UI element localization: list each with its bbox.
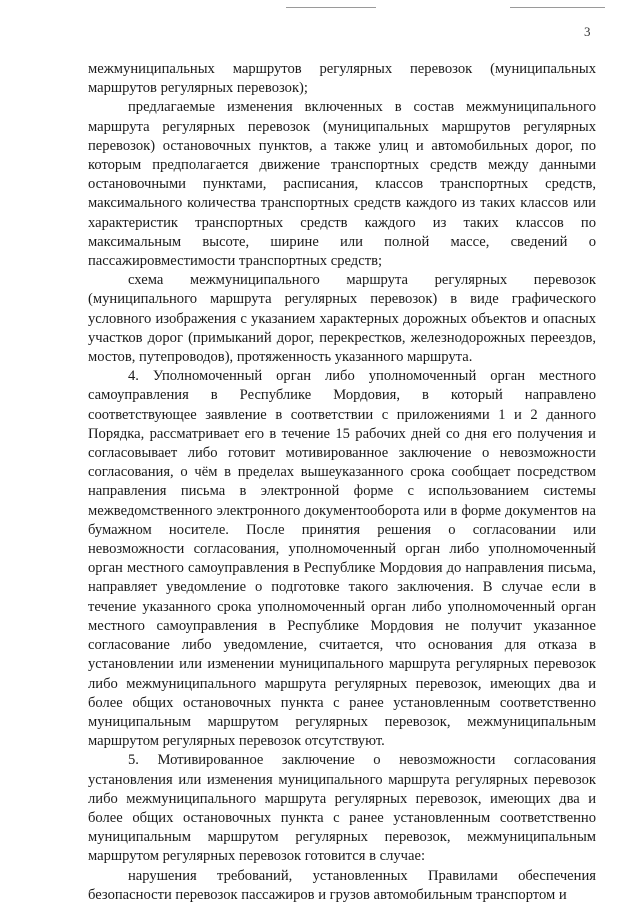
paragraph-route-list-end: межмуниципальных маршрутов регулярных перевозок (муниципальных маршрутов регулярных перевозок);: [88, 61, 596, 97]
scan-artifact-strip: [0, 4, 640, 12]
document-body: [88, 60, 596, 905]
paragraph-clause-4: 4. Уполномоченный орган либо уполномоченный орган местного самоуправления в Республике Мордовия, в который направлено соответствующее заявление в соответствии с приложениями 1 и 2 данного Порядка, рассматривает его в течение 15 рабочих дней со дня его получения и согласовывает либо готовит мотивированное заключение о невозможности согласования, о чём в пределах вышеуказанного срока сообщает посредством направления письма в электронной форме с использованием системы межведомственного электронного документооборота или в форме документов на бумажном носителе. После принятия решения о согласовании или невозможности согласования, уполномоченный орган либо уполномоченный орган местного самоуправления в Республике Мордовия до направления письма, направляет уведомление о подготовке такого заключения. В случае если в течение указанного срока уполномоченный орган либо уполномоченный орган местного самоуправления в Республике Мордовия не получит указанное согласование либо уведомление, считается, что основания для отказа в установлении или изменении муниципального маршрута регулярных перевозок либо межмуниципального маршрута регулярных перевозок, имеющих два и более общих остановочных пункта с ранее установленным соответственно муниципальным маршрутом регулярных перевозок, межмуниципальным маршрутом регулярных перевозок отсутствуют.: [88, 368, 596, 750]
paragraph-proposed-changes: предлагаемые изменения включенных в состав межмуниципального маршрута регулярных перевозок (муниципальных маршрутов регулярных перевозок) остановочных пунктов, а также улиц и автомобильных дорог, по которым предполагается движение транспортных средств между данными остановочными пунктами, расписания, классов транспортных средств, максимального количества транспортных средств каждого из таких классов или характеристик транспортных средств каждого из таких классов по максимальным высоте, ширине или полной массе, сведений о пассажировместимости транспортных средств;: [88, 99, 596, 270]
page-number: 3: [584, 24, 591, 39]
paragraph-safety-violations: нарушения требований, установленных Правилами обеспечения безопасности перевозок пассажиров и грузов автомобильным транспортом и: [88, 867, 596, 903]
paragraph-route-scheme: схема межмуниципального маршрута регулярных перевозок (муниципального маршрута регулярных перевозок) в виде графического условного изображения с указанием характерных дорожных объектов и опасных участков дорог (примыканий дорог, перекрестков, железнодорожных переездов, мостов, путепроводов), протяженность указанного маршрута.: [88, 272, 596, 366]
paragraph-clause-5: 5. Мотивированное заключение о невозможности согласования установления или изменения муниципального маршрута регулярных перевозок либо межмуниципального маршрута регулярных перевозок, имеющих два и более общих остановочных пункта с ранее установленным соответственно муниципальным маршрутом регулярных перевозок, межмуниципальным маршрутом регулярных перевозок готовится в случае:: [88, 752, 596, 865]
